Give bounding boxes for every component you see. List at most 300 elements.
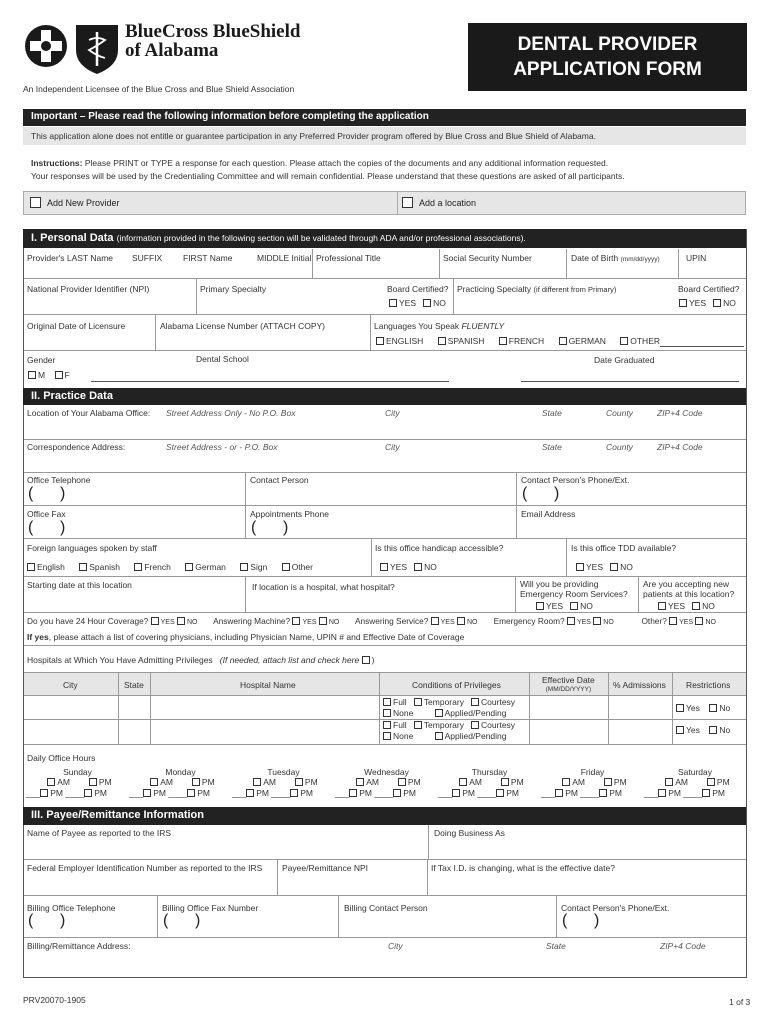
dob-label	[571, 253, 660, 263]
billing-city-label: City	[388, 941, 403, 951]
brand-line-1: BlueCross BlueShield	[125, 21, 301, 42]
options-bar	[23, 191, 746, 215]
sun-close-pm-checkbox[interactable]	[40, 789, 48, 797]
lang-english-label: ENGLISH	[386, 336, 424, 346]
wed-close-pm-checkbox[interactable]	[349, 789, 357, 797]
r1-yes-checkbox[interactable]	[676, 704, 684, 712]
r1-none-label: None	[393, 708, 414, 718]
practicing-specialty-note: (if different from Primary)	[533, 285, 617, 294]
newpat-no-checkbox[interactable]	[692, 602, 700, 610]
location-label: Location of Your Alabama Office:	[27, 408, 151, 418]
sun-open-pm-checkbox[interactable]	[89, 778, 97, 786]
fl-german-checkbox[interactable]	[185, 563, 193, 571]
gender-options	[28, 370, 70, 380]
other-yes-label: YES	[679, 619, 694, 626]
am-label: AM	[366, 777, 380, 787]
board-certified-2-options	[679, 298, 736, 308]
dental-school-field[interactable]	[91, 381, 449, 382]
form-title-box	[468, 23, 747, 91]
payee-name-label: Name of Payee as reported to the IRS	[27, 828, 172, 838]
am-no-checkbox[interactable]	[319, 617, 327, 625]
office-fax-area[interactable]: ( )	[28, 519, 66, 536]
form-number: PRV20070-1905	[23, 995, 86, 1005]
lang-english-checkbox[interactable]	[376, 337, 384, 345]
board-no-label: NO	[433, 298, 446, 308]
bcbs-logo	[22, 20, 122, 76]
daily-hours-label: Daily Office Hours	[27, 753, 96, 763]
tdd-options	[576, 562, 633, 572]
licensee-text: An Independent Licensee of the Blue Cross and Blue Shield Association	[23, 84, 295, 94]
tue-open-pm-checkbox[interactable]	[295, 778, 303, 786]
lang-french-label: FRENCH	[508, 336, 545, 346]
new-patients-question	[643, 579, 734, 599]
sun-open-am-checkbox[interactable]	[47, 778, 55, 786]
pm-label: PM	[712, 788, 725, 798]
as-no-label: NO	[466, 619, 478, 626]
tue-close-pm-checkbox[interactable]	[246, 789, 254, 797]
fl-spanish-label: Spanish	[89, 562, 120, 572]
handicap-yes-checkbox[interactable]	[380, 563, 388, 571]
sat-open-am-checkbox[interactable]	[665, 778, 673, 786]
gender-f-label: F	[64, 370, 70, 380]
pm-label: PM	[613, 777, 627, 787]
fri-close-pm2-checkbox[interactable]	[599, 789, 607, 797]
col-admissions: % Admissions	[613, 680, 666, 690]
hospitals-privileges-label	[27, 655, 374, 665]
r2-full-checkbox[interactable]	[383, 721, 391, 729]
col-city: City	[63, 680, 78, 690]
other-no-checkbox[interactable]	[695, 617, 703, 625]
lang-german-checkbox[interactable]	[559, 337, 567, 345]
r2-no-label: No	[719, 725, 731, 735]
loc-county-label: County	[606, 408, 633, 418]
r1-yes-label: Yes	[686, 703, 700, 713]
if-yes-rest: , please attach a list of covering physicians, including Physician Name, UPIN # and Effective Date of Coverage	[48, 632, 465, 642]
am-label: AM	[572, 777, 586, 787]
as-yes-label: YES	[440, 619, 455, 626]
r2-temporary-label: Temporary	[423, 720, 464, 730]
pm-label: PM	[50, 788, 63, 798]
am-no-label: NO	[328, 619, 340, 626]
loc-state-label: State	[542, 408, 562, 418]
billing-fax-label: Billing Office Fax Number	[162, 903, 259, 913]
gender-label: Gender	[27, 355, 56, 365]
r1-applied-label: Applied/Pending	[444, 708, 507, 718]
tue-close-pm2-checkbox[interactable]	[290, 789, 298, 797]
languages-text: Languages You Speak	[374, 321, 460, 331]
board-yes-label: YES	[399, 298, 417, 308]
col-restrictions: Restrictions	[686, 680, 731, 690]
suffix-label: SUFFIX	[132, 253, 163, 263]
sun-close-pm2-checkbox[interactable]	[84, 789, 92, 797]
if-yes-bold: If yes	[27, 632, 49, 642]
dob-format: (mm/dd/yyyy)	[620, 256, 660, 263]
cross-icon	[25, 25, 67, 67]
day-tuesday: Tuesday AM PM ___ PM ____ PM	[232, 767, 335, 799]
tdd-label: Is this office TDD available?	[571, 543, 677, 553]
important-heading: Important – Please read the following information before completing the application	[23, 109, 746, 126]
fein-label: Federal Employer Identification Number as reported to the IRS	[27, 863, 263, 873]
as-no-checkbox[interactable]	[457, 617, 465, 625]
foreign-languages-label: Foreign languages spoken by staff	[27, 543, 157, 553]
cov24-yes-checkbox[interactable]	[151, 617, 159, 625]
appointments-phone-area[interactable]: ( )	[251, 519, 289, 536]
pm-label: PM	[197, 788, 210, 798]
fl-french-checkbox[interactable]	[134, 563, 142, 571]
col-effective-date	[542, 675, 595, 695]
billing-contact-phone-area[interactable]: ( )	[562, 912, 600, 929]
r2-courtesy-label: Courtesy	[481, 720, 516, 730]
new-patients-line-1: Are you accepting new	[643, 579, 729, 589]
attach-list-checkbox[interactable]	[362, 656, 370, 664]
eroom-no-label: NO	[603, 619, 614, 626]
contact-phone-label: Contact Person's Phone/Ext.	[521, 475, 630, 485]
dental-school-label: Dental School	[196, 354, 249, 364]
thu-open-am-checkbox[interactable]	[459, 778, 467, 786]
er-question-line-1: Will you be providing	[520, 579, 599, 589]
pm-label: PM	[403, 788, 416, 798]
r2-no-checkbox[interactable]	[709, 726, 717, 734]
new-patients-options	[658, 601, 715, 611]
am-yes-label: YES	[302, 619, 317, 626]
lang-french-checkbox[interactable]	[499, 337, 507, 345]
fri-open-pm-checkbox[interactable]	[604, 778, 612, 786]
eroom-yes-label: YES	[576, 619, 591, 626]
eroom-yes-checkbox[interactable]	[567, 617, 575, 625]
newpat-yes-label: YES	[668, 601, 686, 611]
thu-open-pm-checkbox[interactable]	[501, 778, 509, 786]
fl-french-label: French	[144, 562, 171, 572]
practicing-specialty-label	[457, 284, 616, 294]
date-graduated-field[interactable]	[521, 381, 739, 382]
billing-contact-label: Billing Contact Person	[344, 903, 428, 913]
sat-close-pm-checkbox[interactable]	[658, 789, 666, 797]
am-label: AM	[57, 777, 71, 787]
er-yes-label: YES	[546, 601, 564, 611]
contact-person-label: Contact Person	[250, 475, 309, 485]
er-question	[520, 579, 628, 599]
fl-other-checkbox[interactable]	[282, 563, 290, 571]
er-no-label: NO	[580, 601, 593, 611]
other-coverage-label: Other?	[641, 616, 667, 626]
day-name: Saturday	[677, 767, 713, 777]
fl-other-label: Other	[291, 562, 313, 572]
pm-label: PM	[153, 788, 166, 798]
sat-open-pm-checkbox[interactable]	[707, 778, 715, 786]
fl-spanish-checkbox[interactable]	[79, 563, 87, 571]
tax-change-label: If Tax I.D. is changing, what is the effective date?	[431, 863, 615, 873]
add-location-label: Add a location	[419, 198, 477, 208]
if-yes-note	[27, 632, 464, 642]
practicing-specialty-text: Practicing Specialty	[457, 284, 532, 294]
languages-fluently: FLUENTLY	[461, 321, 505, 331]
lang-german-label: GERMAN	[568, 336, 606, 346]
add-provider-checkbox[interactable]	[30, 197, 41, 208]
er-no-checkbox[interactable]	[570, 602, 578, 610]
brand-name	[125, 22, 300, 60]
loc-zip-label: ZIP+4 Code	[657, 408, 703, 418]
last-name-label: Provider's LAST Name	[27, 253, 114, 263]
billing-telephone-label: Billing Office Telephone	[27, 903, 116, 913]
first-name-label: FIRST Name	[183, 253, 233, 263]
other-yes-checkbox[interactable]	[669, 617, 677, 625]
languages-options	[376, 336, 672, 346]
tdd-yes-checkbox[interactable]	[576, 563, 584, 571]
lang-other-line	[660, 346, 744, 347]
pm-label: PM	[256, 788, 269, 798]
r1-temporary-label: Temporary	[423, 697, 464, 707]
pm-label: PM	[668, 788, 681, 798]
day-thursday: Thursday AM PM ___ PM ____ PM	[438, 767, 541, 799]
r2-full-label: Full	[393, 720, 407, 730]
billing-zip-label: ZIP+4 Code	[660, 941, 706, 951]
col-effective-date-2: (MM/DD/YYYY)	[545, 686, 592, 693]
instructions	[31, 157, 625, 183]
corr-zip-label: ZIP+4 Code	[657, 442, 703, 452]
answering-machine-label: Answering Machine?	[213, 616, 291, 626]
contact-phone-area[interactable]: ( )	[522, 485, 560, 502]
am-label: AM	[675, 777, 689, 787]
day-name: Wednesday	[364, 767, 409, 777]
pm-label: PM	[94, 788, 107, 798]
upin-label: UPIN	[686, 253, 707, 263]
cov24-no-label: NO	[186, 619, 198, 626]
am-label: AM	[263, 777, 277, 787]
billing-fax-area[interactable]: ( )	[163, 912, 201, 929]
am-label: AM	[160, 777, 174, 787]
tue-open-am-checkbox[interactable]	[253, 778, 261, 786]
practice-heading: II. Practice Data	[23, 388, 746, 405]
office-fax-label: Office Fax	[27, 509, 66, 519]
pm-label: PM	[510, 777, 524, 787]
brand-line-2: of Alabama	[125, 40, 219, 61]
pm-label: PM	[300, 788, 313, 798]
col-effective-date-1: Effective Date	[542, 675, 595, 685]
street-only-label: Street Address Only - No P.O. Box	[166, 408, 296, 418]
r1-temporary-checkbox[interactable]	[414, 698, 422, 706]
add-location-checkbox[interactable]	[402, 197, 413, 208]
dba-label: Doing Business As	[434, 828, 505, 838]
add-location-option[interactable]	[402, 197, 476, 208]
r2-applied-label: Applied/Pending	[444, 731, 507, 741]
thu-close-pm2-checkbox[interactable]	[496, 789, 504, 797]
street-po-label: Street Address - or - P.O. Box	[166, 442, 278, 452]
form-title-line-1: DENTAL PROVIDER	[517, 34, 698, 55]
er-yes-checkbox[interactable]	[536, 602, 544, 610]
pm-label: PM	[565, 788, 578, 798]
board-certified-options	[389, 298, 446, 308]
r1-no-checkbox[interactable]	[709, 704, 717, 712]
lang-spanish-checkbox[interactable]	[438, 337, 446, 345]
billing-address-label: Billing/Remittance Address:	[27, 941, 131, 951]
hospitals-note-close: )	[371, 655, 375, 665]
page-number: 1 of 3	[729, 997, 751, 1007]
day-name: Monday	[165, 767, 196, 777]
eroom-no-checkbox[interactable]	[593, 617, 601, 625]
primary-specialty-label: Primary Specialty	[200, 284, 267, 294]
r2-none-checkbox[interactable]	[383, 732, 391, 740]
instructions-label: Instructions:	[31, 158, 83, 168]
emergency-room-label: Emergency Room?	[493, 616, 565, 626]
fri-close-pm-checkbox[interactable]	[555, 789, 563, 797]
lang-spanish-label: SPANISH	[447, 336, 485, 346]
r1-applied-checkbox[interactable]	[435, 709, 443, 717]
col-state: State	[124, 680, 144, 690]
pm-label: PM	[609, 788, 622, 798]
board-yes-checkbox[interactable]	[389, 299, 397, 307]
r2-none-label: None	[393, 731, 414, 741]
pm-label: PM	[506, 788, 519, 798]
cov24-yes-label: YES	[160, 619, 175, 626]
corr-state-label: State	[542, 442, 562, 452]
r2-temporary-checkbox[interactable]	[414, 721, 422, 729]
hospitals-privileges-text: Hospitals at Which You Have Admitting Privileges	[27, 655, 213, 665]
orig-licensure-label: Original Date of Licensure	[27, 321, 126, 331]
foreign-languages-options	[27, 562, 325, 572]
day-name: Friday	[580, 767, 605, 777]
lang-other-checkbox[interactable]	[620, 337, 628, 345]
add-provider-label: Add New Provider	[47, 198, 120, 208]
ssn-label: Social Security Number	[443, 253, 532, 263]
coverage-row	[27, 616, 716, 626]
col-hospital-name: Hospital Name	[240, 680, 296, 690]
handicap-yes-label: YES	[390, 562, 408, 572]
pm-label: PM	[201, 777, 215, 787]
wed-open-pm-checkbox[interactable]	[398, 778, 406, 786]
cov24-no-checkbox[interactable]	[177, 617, 185, 625]
am-label: AM	[469, 777, 483, 787]
add-provider-option[interactable]	[30, 197, 120, 208]
personal-heading-title: I. Personal Data	[31, 232, 114, 244]
er-options	[536, 601, 593, 611]
as-yes-checkbox[interactable]	[431, 617, 439, 625]
instructions-line-1: Please PRINT or TYPE a response for each question. Please attach the copies of the documents and any additional information requested.	[82, 158, 609, 168]
day-name: Thursday	[471, 767, 508, 777]
mon-close-pm-checkbox[interactable]	[143, 789, 151, 797]
billing-telephone-area[interactable]: ( )	[28, 912, 66, 929]
instructions-line-2: Your responses will be used by the Credentialing Committee and will remain confidential. Please understand that these questions are asked of all participants.	[31, 171, 625, 181]
wed-open-am-checkbox[interactable]	[356, 778, 364, 786]
handicap-no-checkbox[interactable]	[414, 563, 422, 571]
date-graduated-label: Date Graduated	[594, 355, 655, 365]
row2-conditions	[383, 720, 515, 742]
wed-close-pm2-checkbox[interactable]	[393, 789, 401, 797]
mon-open-pm-checkbox[interactable]	[192, 778, 200, 786]
pm-label: PM	[716, 777, 730, 787]
handicap-label: Is this office handicap accessible?	[375, 543, 504, 553]
fl-english-label: English	[37, 562, 65, 572]
board-certified-2-label: Board Certified?	[678, 284, 740, 294]
row1-restrictions	[676, 703, 730, 713]
r2-yes-checkbox[interactable]	[676, 726, 684, 734]
pm-label: PM	[98, 777, 112, 787]
r1-no-label: No	[719, 703, 731, 713]
day-saturday: Saturday AM PM ___ PM ____ PM	[644, 767, 746, 799]
form-title-line-2: APPLICATION FORM	[513, 59, 702, 80]
pm-label: PM	[359, 788, 372, 798]
board2-yes-checkbox[interactable]	[679, 299, 687, 307]
board-certified-label: Board Certified?	[387, 284, 449, 294]
pm-label: PM	[304, 777, 318, 787]
fl-sign-label: Sign	[250, 562, 268, 572]
r2-applied-checkbox[interactable]	[435, 732, 443, 740]
corr-county-label: County	[606, 442, 633, 452]
loc-city-label: City	[385, 408, 400, 418]
r2-yes-label: Yes	[686, 725, 700, 735]
tdd-yes-label: YES	[586, 562, 604, 572]
board2-no-label: NO	[723, 298, 736, 308]
answering-service-label: Answering Service?	[355, 616, 429, 626]
hospitals-note: (If needed, attach list and check here	[219, 655, 360, 665]
email-label: Email Address	[521, 509, 576, 519]
office-telephone-area[interactable]: ( )	[28, 485, 66, 502]
r1-none-checkbox[interactable]	[383, 709, 391, 717]
day-name: Tuesday	[267, 767, 300, 777]
middle-initial-label: MIDDLE Initial	[257, 253, 312, 263]
newpat-yes-checkbox[interactable]	[658, 602, 666, 610]
board-no-checkbox[interactable]	[423, 299, 431, 307]
day-name: Sunday	[63, 767, 92, 777]
important-text: This application alone does not entitle or guarantee participation in any Preferred Provider program offered by Blue Cross and Blue Shield of Alabama.	[31, 131, 596, 141]
payee-heading: III. Payee/Remittance Information	[23, 807, 746, 825]
handicap-options	[380, 562, 437, 572]
fl-english-checkbox[interactable]	[27, 563, 35, 571]
languages-label	[374, 321, 504, 331]
other-no-label: NO	[705, 619, 716, 626]
board2-yes-label: YES	[689, 298, 707, 308]
board2-no-checkbox[interactable]	[713, 299, 721, 307]
r2-courtesy-checkbox[interactable]	[471, 721, 479, 729]
row1-conditions	[383, 697, 515, 719]
day-monday: Monday AM PM ___ PM ____ PM	[129, 767, 232, 799]
am-yes-checkbox[interactable]	[292, 617, 300, 625]
row2-restrictions	[676, 725, 730, 735]
day-sunday: Sunday AM PM ___ PM ____ PM	[26, 767, 129, 799]
start-date-label: Starting date at this location	[27, 580, 132, 590]
col-conditions: Conditions of Privileges	[412, 680, 501, 690]
corr-city-label: City	[385, 442, 400, 452]
gender-f-checkbox[interactable]	[55, 371, 63, 379]
day-wednesday: Wednesday AM PM ___ PM ____ PM	[335, 767, 438, 799]
fri-open-am-checkbox[interactable]	[562, 778, 570, 786]
pm-label: PM	[407, 777, 421, 787]
professional-title-label: Professional Title	[316, 253, 381, 263]
lang-other-label: OTHER	[630, 336, 660, 346]
handicap-no-label: NO	[424, 562, 437, 572]
tdd-no-checkbox[interactable]	[610, 563, 618, 571]
new-patients-line-2: patients at this location?	[643, 589, 735, 599]
mon-open-am-checkbox[interactable]	[150, 778, 158, 786]
r1-full-checkbox[interactable]	[383, 698, 391, 706]
billing-state-label: State	[546, 941, 566, 951]
payee-npi-label: Payee/Remittance NPI	[282, 863, 368, 873]
personal-heading	[23, 229, 746, 248]
al-license-label: Alabama License Number (ATTACH COPY)	[160, 321, 326, 331]
gender-m-checkbox[interactable]	[28, 371, 36, 379]
thu-close-pm-checkbox[interactable]	[452, 789, 460, 797]
shield-icon	[76, 25, 118, 74]
fl-sign-checkbox[interactable]	[240, 563, 248, 571]
r1-full-label: Full	[393, 697, 407, 707]
er-question-line-2: Emergency Room Services?	[520, 589, 628, 599]
office-telephone-label: Office Telephone	[27, 475, 91, 485]
dob-label-text: Date of Birth	[571, 253, 619, 263]
newpat-no-label: NO	[702, 601, 715, 611]
mon-close-pm2-checkbox[interactable]	[187, 789, 195, 797]
r1-courtesy-checkbox[interactable]	[471, 698, 479, 706]
sat-close-pm2-checkbox[interactable]	[702, 789, 710, 797]
gender-m-label: M	[38, 370, 46, 380]
